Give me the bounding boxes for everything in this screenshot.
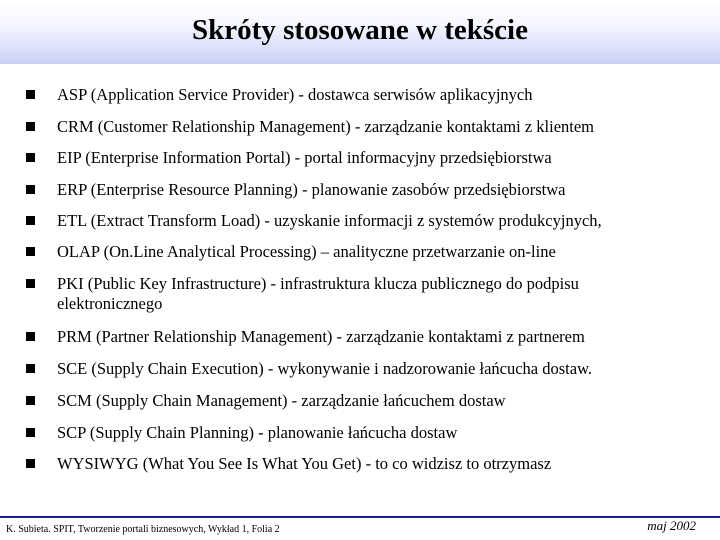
footer-divider <box>0 516 720 518</box>
list-item-text: PRM (Partner Relationship Management) - zarządzanie kontaktami z partnerem <box>57 327 585 346</box>
square-bullet-icon <box>26 153 35 162</box>
list-item-text: EIP (Enterprise Information Portal) - portal informacyjny przedsiębiorstwa <box>57 148 552 167</box>
square-bullet-icon <box>26 279 35 288</box>
square-bullet-icon <box>26 428 35 437</box>
list-item-text: ETL (Extract Transform Load) - uzyskanie informacji z systemów produkcyjnych, <box>57 211 602 230</box>
list-item-text: PKI (Public Key Infrastructure) - infrastruktura klucza publicznego do podpisu elektronicznego <box>57 274 579 313</box>
square-bullet-icon <box>26 247 35 256</box>
list-item-text: OLAP (On.Line Analytical Processing) – analityczne przetwarzanie on-line <box>57 242 556 261</box>
list-item-text: WYSIWYG (What You See Is What You Get) - to co widzisz to otrzymasz <box>57 454 552 473</box>
square-bullet-icon <box>26 90 35 99</box>
list-item-text: ASP (Application Service Provider) - dostawca serwisów aplikacyjnych <box>57 85 533 104</box>
list-item-text: CRM (Customer Relationship Management) - zarządzanie kontaktami z klientem <box>57 117 595 136</box>
footer-citation: K. Subieta. SPIT, Tworzenie portali biznesowych, Wykład 1, Folia 2 <box>6 524 280 535</box>
square-bullet-icon <box>26 332 35 341</box>
square-bullet-icon <box>26 122 35 131</box>
square-bullet-icon <box>26 459 35 468</box>
list-item-text: SCM (Supply Chain Management) - zarządzanie łańcuchem dostaw <box>57 391 506 410</box>
slide-title: Skróty stosowane w tekście <box>192 14 528 46</box>
list-item-text: ERP (Enterprise Resource Planning) - planowanie zasobów przedsiębiorstwa <box>57 180 566 199</box>
square-bullet-icon <box>26 396 35 405</box>
square-bullet-icon <box>26 364 35 373</box>
list-item-text: SCP (Supply Chain Planning) - planowanie łańcucha dostaw <box>57 423 458 442</box>
list-item-text: SCE (Supply Chain Execution) - wykonywanie i nadzorowanie łańcucha dostaw. <box>57 359 593 378</box>
square-bullet-icon <box>26 185 35 194</box>
footer-date: maj 2002 <box>647 518 696 533</box>
square-bullet-icon <box>26 216 35 225</box>
